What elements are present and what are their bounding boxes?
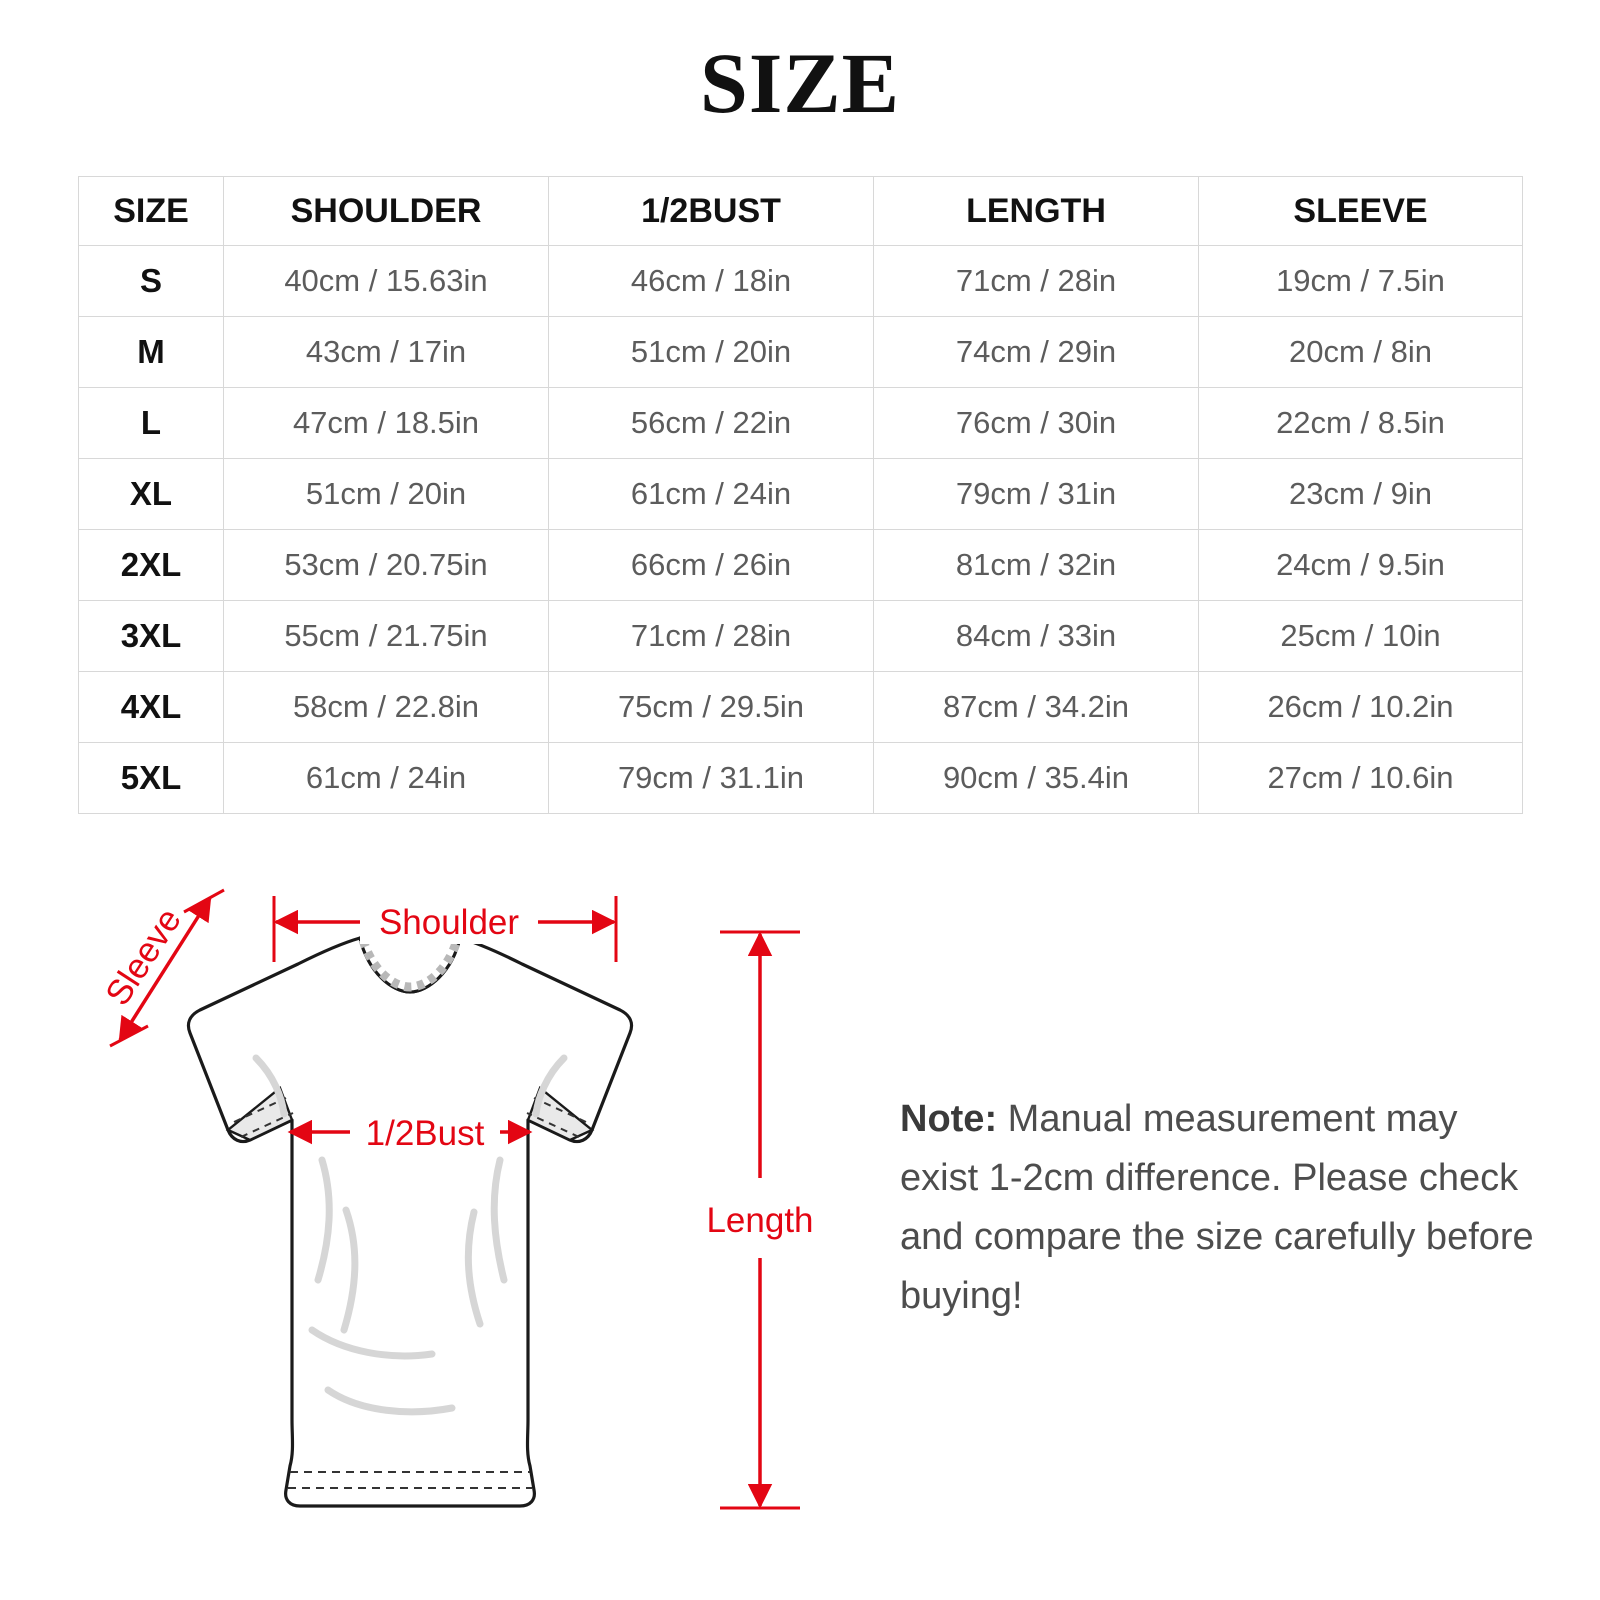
table-row: [79, 459, 1523, 530]
table-row: [79, 246, 1523, 317]
cell-size: L: [79, 388, 224, 459]
column-header-bust: 1/2BUST: [549, 177, 874, 246]
cell-sleeve: 20cm / 8in: [1199, 317, 1523, 388]
cell-bust: 71cm / 28in: [549, 601, 874, 672]
cell-sleeve: 27cm / 10.6in: [1199, 743, 1523, 814]
note-text: Manual measurement may exist 1-2cm difference. Please check and compare the size carefully before buying!: [900, 1098, 1534, 1317]
cell-shoulder: 51cm / 20in: [224, 459, 549, 530]
cell-sleeve: 22cm / 8.5in: [1199, 388, 1523, 459]
table-row: [79, 317, 1523, 388]
cell-sleeve: 25cm / 10in: [1199, 601, 1523, 672]
column-header-size: SIZE: [79, 177, 224, 246]
column-header-shoulder: SHOULDER: [224, 177, 549, 246]
cell-bust: 75cm / 29.5in: [549, 672, 874, 743]
cell-length: 76cm / 30in: [874, 388, 1199, 459]
size-chart-table: [78, 176, 1523, 814]
cell-shoulder: 47cm / 18.5in: [224, 388, 549, 459]
table-row: [79, 672, 1523, 743]
table-row: [79, 388, 1523, 459]
cell-bust: 61cm / 24in: [549, 459, 874, 530]
cell-bust: 56cm / 22in: [549, 388, 874, 459]
note-block: [900, 1090, 1540, 1326]
cell-size: 4XL: [79, 672, 224, 743]
cell-size: XL: [79, 459, 224, 530]
column-header-length: LENGTH: [874, 177, 1199, 246]
cell-length: 81cm / 32in: [874, 530, 1199, 601]
note-label: Note:: [900, 1098, 998, 1140]
cell-sleeve: 26cm / 10.2in: [1199, 672, 1523, 743]
cell-sleeve: 19cm / 7.5in: [1199, 246, 1523, 317]
cell-length: 79cm / 31in: [874, 459, 1199, 530]
cell-size: 2XL: [79, 530, 224, 601]
cell-size: 3XL: [79, 601, 224, 672]
cell-shoulder: 58cm / 22.8in: [224, 672, 549, 743]
cell-size: S: [79, 246, 224, 317]
length-label: Length: [706, 1201, 814, 1240]
table-row: [79, 743, 1523, 814]
cell-shoulder: 53cm / 20.75in: [224, 530, 549, 601]
shoulder-label: Shoulder: [378, 903, 520, 942]
cell-bust: 46cm / 18in: [549, 246, 874, 317]
cell-shoulder: 55cm / 21.75in: [224, 601, 549, 672]
sleeve-label: Sleeve: [98, 901, 190, 1013]
cell-bust: 79cm / 31.1in: [549, 743, 874, 814]
cell-length: 90cm / 35.4in: [874, 743, 1199, 814]
table-row: [79, 530, 1523, 601]
cell-bust: 66cm / 26in: [549, 530, 874, 601]
cell-sleeve: 23cm / 9in: [1199, 459, 1523, 530]
cell-size: 5XL: [79, 743, 224, 814]
cell-shoulder: 61cm / 24in: [224, 743, 549, 814]
cell-shoulder: 40cm / 15.63in: [224, 246, 549, 317]
tshirt-illustration: [188, 926, 631, 1506]
page-title: SIZE: [699, 35, 901, 131]
cell-length: 87cm / 34.2in: [874, 672, 1199, 743]
cell-shoulder: 43cm / 17in: [224, 317, 549, 388]
cell-size: M: [79, 317, 224, 388]
table-row: [79, 601, 1523, 672]
bust-label: 1/2Bust: [365, 1114, 485, 1153]
table-header-row: [79, 177, 1523, 246]
column-header-sleeve: SLEEVE: [1199, 177, 1523, 246]
cell-bust: 51cm / 20in: [549, 317, 874, 388]
cell-length: 71cm / 28in: [874, 246, 1199, 317]
cell-sleeve: 24cm / 9.5in: [1199, 530, 1523, 601]
cell-length: 84cm / 33in: [874, 601, 1199, 672]
cell-length: 74cm / 29in: [874, 317, 1199, 388]
tshirt-measurement-diagram: [60, 860, 860, 1560]
length-measure-arrow: [706, 932, 813, 1508]
